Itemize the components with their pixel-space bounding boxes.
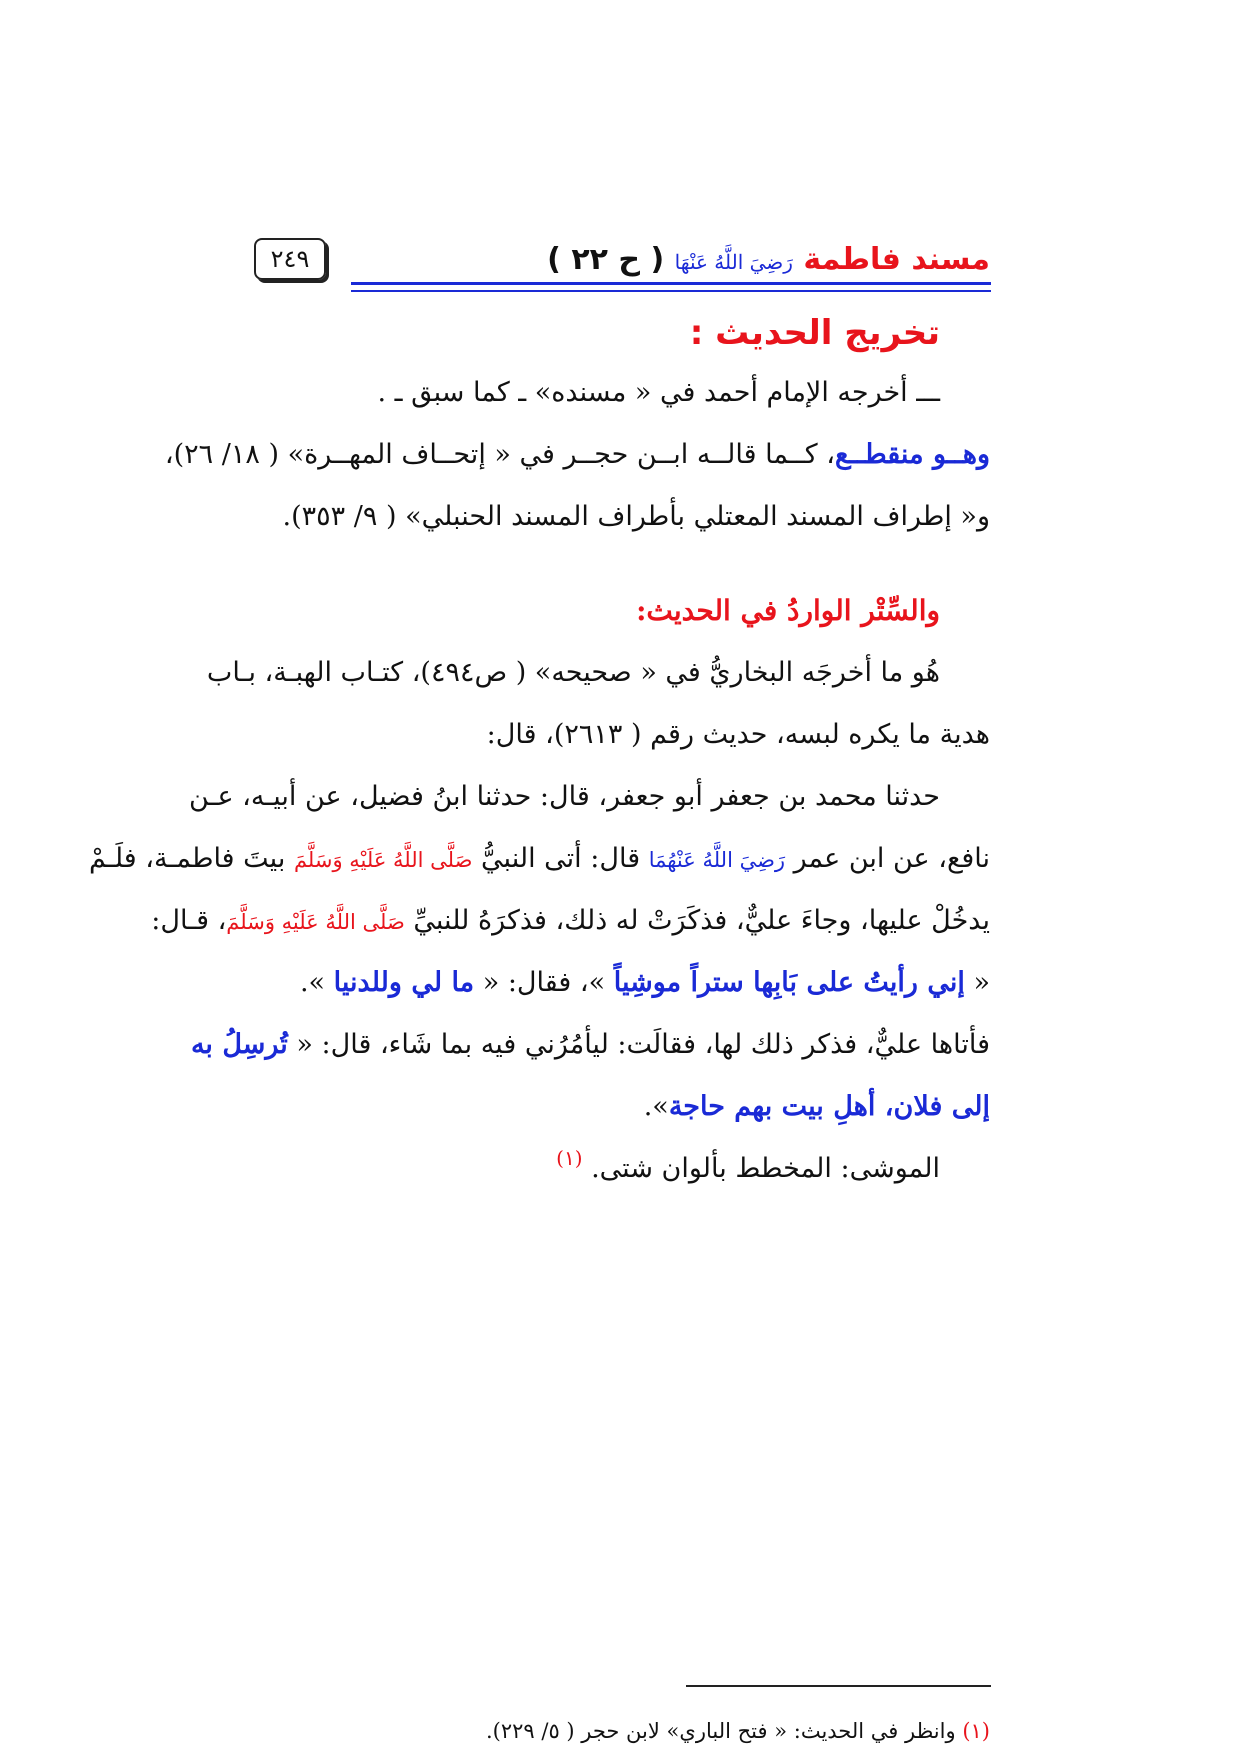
honorific-radiya: رَضِيَ اللَّهُ عَنْهُمَا: [648, 848, 786, 872]
footnote-divider: [686, 1685, 991, 1687]
p3-line1-quote: تُرسِلُ به: [190, 1029, 288, 1060]
p2-line3-text-a: يدخُلْ عليها، وجاءَ عليٌّ، فذكَرَتْ له ذلك، فذكرَهُ للنبيِّ: [413, 905, 990, 936]
hadith-p1-line-1: هُو ما أخرجَه البخاريُّ في « صحيحه» ( ص٤٩٤)، كتـاب الهبـة، بـاب: [206, 657, 940, 688]
hadith-p2-line-3: [151, 898, 990, 945]
hadith-p2-line-1: حدثنا محمد بن جعفر أبو جعفر، قال: حدثنا ابنُ فضيل، عن أبيـه، عـن: [188, 781, 940, 812]
running-header: [547, 240, 990, 282]
header-rule-top: [351, 282, 991, 285]
prophet-quote: إني رأيتُ على بَابِها ستراً موشِياً: [613, 967, 965, 998]
hadith-p4: [556, 1146, 940, 1193]
p3-line2-quote: إلى فلان، أهلِ بيت بهم حاجة: [668, 1091, 990, 1122]
quote-open: «: [964, 967, 990, 998]
prophet-quote-2: ما لي وللدنيا: [333, 967, 475, 998]
p3-line2-close: ».: [643, 1091, 669, 1122]
footnote-text: وانظر في الحديث: « فتح الباري» لابن حجر ( ٥/ ٢٢٩).: [485, 1719, 956, 1743]
footnote-number: (١): [962, 1719, 990, 1743]
footnote: [486, 1715, 990, 1747]
p2-line2-text-a: نافع، عن ابن عمر: [793, 843, 990, 874]
p2-line2-text-c: بيتَ فاطمـة، فلَـمْ: [88, 843, 286, 874]
mawshi-definition: الموشى: المخطط بألوان شتى.: [591, 1153, 940, 1184]
header-honorific: رَضِيَ اللَّهُ عَنْهَا: [674, 250, 793, 274]
hadith-p3-line-2: [644, 1084, 990, 1130]
quote-close: ».: [299, 967, 334, 998]
takhrij-line-2: [165, 432, 990, 478]
page-number: ٢٤٩: [270, 245, 310, 273]
section-heading: تخريج الحديث :: [689, 313, 940, 353]
header-rule-bottom: [351, 290, 991, 292]
takhrij-line-1: ـــ أخرجه الإمام أحمد في « مسنده» ـ كما سبق ـ .: [377, 377, 940, 408]
header-hadith-ref: ( ح ٢٢ ): [547, 242, 665, 277]
p3-line1-text: فأتاها عليٌّ، فذكر ذلك لها، فقالَت: ليأمُرُني فيه بما شَاء، قال: «: [287, 1029, 990, 1060]
footnote-marker: (١): [556, 1146, 583, 1170]
hadith-p3-line-1: [191, 1022, 990, 1068]
hadith-p2-line-2: [89, 836, 990, 883]
honorific-salla-2: صَلَّى اللَّهُ عَلَيْهِ وَسَلَّمَ: [226, 910, 405, 934]
honorific-salla-1: صَلَّى اللَّهُ عَلَيْهِ وَسَلَّمَ: [293, 848, 473, 872]
hadith-p2-line-4: [300, 960, 990, 1006]
hadith-p1-line-2: هدية ما يكره لبسه، حديث رقم ( ٢٦١٣)، قال:: [486, 719, 990, 750]
header-title-main: مسند فاطمة: [803, 242, 990, 277]
p2-line2-text-b: قال: أتى النبيُّ: [481, 843, 641, 874]
subheading: والسِّتْر الواردُ في الحديث:: [636, 594, 940, 627]
quote-mid: »، فقال: «: [474, 967, 614, 998]
munqati-label: وهــو منقطــع: [834, 439, 990, 470]
p2-line3-text-b: ، قـال:: [151, 905, 227, 936]
takhrij-line-3: و« إطراف المسند المعتلي بأطراف المسند الحنبلي» ( ٩/ ٣٥٣).: [282, 501, 990, 532]
page-number-box: [254, 238, 326, 280]
takhrij-line-2-rest: ، كــما قالــه ابــن حجــر في « إتحــاف المهــرة» ( ١٨/ ٢٦)،: [164, 439, 835, 470]
